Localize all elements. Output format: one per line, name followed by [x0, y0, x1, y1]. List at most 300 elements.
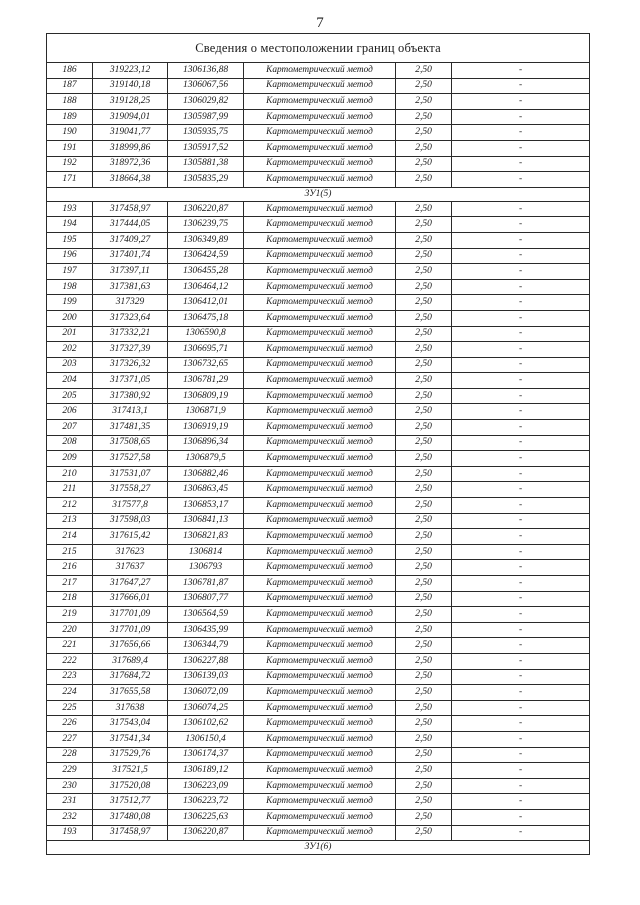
note-cell: - — [452, 794, 590, 810]
method-cell: Картометрический метод — [244, 279, 396, 295]
coord-x-cell: 317666,01 — [93, 591, 168, 607]
table-row — [47, 279, 590, 295]
note-cell: - — [452, 326, 590, 342]
accuracy-cell: 2,50 — [396, 763, 452, 779]
accuracy-cell: 2,50 — [396, 576, 452, 592]
note-cell: - — [452, 809, 590, 825]
point-number-cell: 207 — [47, 420, 93, 436]
coord-x-cell: 317409,27 — [93, 232, 168, 248]
note-cell: - — [452, 513, 590, 529]
coord-y-cell: 1306919,19 — [168, 420, 244, 436]
coord-y-cell: 1305835,29 — [168, 172, 244, 188]
method-cell: Картометрический метод — [244, 94, 396, 110]
table-row — [47, 310, 590, 326]
coord-x-cell: 317701,09 — [93, 622, 168, 638]
method-cell: Картометрический метод — [244, 404, 396, 420]
accuracy-cell: 2,50 — [396, 63, 452, 79]
point-number-cell: 188 — [47, 94, 93, 110]
method-cell: Картометрический метод — [244, 653, 396, 669]
method-cell: Картометрический метод — [244, 778, 396, 794]
coord-y-cell: 1306223,72 — [168, 794, 244, 810]
point-number-cell: 215 — [47, 544, 93, 560]
table-row — [47, 248, 590, 264]
table-row — [47, 747, 590, 763]
coord-y-cell: 1306220,87 — [168, 825, 244, 841]
note-cell: - — [452, 638, 590, 654]
coord-y-cell: 1306781,29 — [168, 373, 244, 389]
method-cell: Картометрический метод — [244, 794, 396, 810]
accuracy-cell: 2,50 — [396, 498, 452, 514]
table-row — [47, 576, 590, 592]
accuracy-cell: 2,50 — [396, 435, 452, 451]
coord-y-cell: 1306239,75 — [168, 217, 244, 233]
accuracy-cell: 2,50 — [396, 731, 452, 747]
note-cell: - — [452, 685, 590, 701]
accuracy-cell: 2,50 — [396, 172, 452, 188]
coord-x-cell: 317458,97 — [93, 825, 168, 841]
coord-x-cell: 317323,64 — [93, 310, 168, 326]
method-cell: Картометрический метод — [244, 420, 396, 436]
point-number-cell: 201 — [47, 326, 93, 342]
accuracy-cell: 2,50 — [396, 825, 452, 841]
note-cell: - — [452, 482, 590, 498]
coord-y-cell: 1306853,17 — [168, 498, 244, 514]
accuracy-cell: 2,50 — [396, 94, 452, 110]
accuracy-cell: 2,50 — [396, 248, 452, 264]
accuracy-cell: 2,50 — [396, 451, 452, 467]
note-cell: - — [452, 357, 590, 373]
point-number-cell: 200 — [47, 310, 93, 326]
accuracy-cell: 2,50 — [396, 591, 452, 607]
point-number-cell: 228 — [47, 747, 93, 763]
table-row — [47, 763, 590, 779]
coord-x-cell: 317655,58 — [93, 685, 168, 701]
section-row — [47, 187, 590, 201]
point-number-cell: 218 — [47, 591, 93, 607]
note-cell: - — [452, 201, 590, 217]
table-row — [47, 529, 590, 545]
coord-x-cell: 317458,97 — [93, 201, 168, 217]
method-cell: Картометрический метод — [244, 825, 396, 841]
point-number-cell: 214 — [47, 529, 93, 545]
point-number-cell: 197 — [47, 264, 93, 280]
section-label: ЗУ1(6) — [47, 841, 590, 855]
method-cell: Картометрический метод — [244, 156, 396, 172]
point-number-cell: 190 — [47, 125, 93, 141]
note-cell: - — [452, 653, 590, 669]
accuracy-cell: 2,50 — [396, 140, 452, 156]
coord-x-cell: 317329 — [93, 295, 168, 311]
coord-y-cell: 1306067,56 — [168, 78, 244, 94]
accuracy-cell: 2,50 — [396, 560, 452, 576]
accuracy-cell: 2,50 — [396, 716, 452, 732]
table-heading-row — [47, 34, 590, 63]
point-number-cell: 191 — [47, 140, 93, 156]
method-cell: Картометрический метод — [244, 607, 396, 623]
table-row — [47, 125, 590, 141]
table-row — [47, 63, 590, 79]
note-cell: - — [452, 716, 590, 732]
method-cell: Картометрический метод — [244, 172, 396, 188]
point-number-cell: 226 — [47, 716, 93, 732]
point-number-cell: 204 — [47, 373, 93, 389]
table-row — [47, 435, 590, 451]
coord-y-cell: 1306102,62 — [168, 716, 244, 732]
point-number-cell: 186 — [47, 63, 93, 79]
point-number-cell: 225 — [47, 700, 93, 716]
coord-x-cell: 317371,05 — [93, 373, 168, 389]
note-cell: - — [452, 232, 590, 248]
coord-x-cell: 319128,25 — [93, 94, 168, 110]
accuracy-cell: 2,50 — [396, 466, 452, 482]
point-number-cell: 189 — [47, 109, 93, 125]
table-row — [47, 295, 590, 311]
point-number-cell: 205 — [47, 388, 93, 404]
accuracy-cell: 2,50 — [396, 700, 452, 716]
accuracy-cell: 2,50 — [396, 653, 452, 669]
accuracy-cell: 2,50 — [396, 232, 452, 248]
method-cell: Картометрический метод — [244, 498, 396, 514]
point-number-cell: 213 — [47, 513, 93, 529]
coord-y-cell: 1306189,12 — [168, 763, 244, 779]
coord-y-cell: 1306841,13 — [168, 513, 244, 529]
method-cell: Картометрический метод — [244, 63, 396, 79]
coord-x-cell: 317444,05 — [93, 217, 168, 233]
method-cell: Картометрический метод — [244, 576, 396, 592]
accuracy-cell: 2,50 — [396, 482, 452, 498]
note-cell: - — [452, 451, 590, 467]
coord-y-cell: 1306223,09 — [168, 778, 244, 794]
coord-x-cell: 318972,36 — [93, 156, 168, 172]
note-cell: - — [452, 140, 590, 156]
accuracy-cell: 2,50 — [396, 747, 452, 763]
table-row — [47, 342, 590, 358]
coord-y-cell: 1305987,99 — [168, 109, 244, 125]
coord-y-cell: 1306455,28 — [168, 264, 244, 280]
coord-x-cell: 317701,09 — [93, 607, 168, 623]
coord-y-cell: 1306807,77 — [168, 591, 244, 607]
coord-y-cell: 1306349,89 — [168, 232, 244, 248]
method-cell: Картометрический метод — [244, 451, 396, 467]
coord-y-cell: 1306821,83 — [168, 529, 244, 545]
coord-y-cell: 1306074,25 — [168, 700, 244, 716]
table-row — [47, 373, 590, 389]
point-number-cell: 232 — [47, 809, 93, 825]
note-cell: - — [452, 94, 590, 110]
accuracy-cell: 2,50 — [396, 264, 452, 280]
point-number-cell: 193 — [47, 201, 93, 217]
note-cell: - — [452, 295, 590, 311]
method-cell: Картометрический метод — [244, 529, 396, 545]
table-row — [47, 731, 590, 747]
table-row — [47, 591, 590, 607]
coord-y-cell: 1306879,5 — [168, 451, 244, 467]
method-cell: Картометрический метод — [244, 373, 396, 389]
method-cell: Картометрический метод — [244, 232, 396, 248]
method-cell: Картометрический метод — [244, 264, 396, 280]
note-cell: - — [452, 622, 590, 638]
coord-y-cell: 1306896,34 — [168, 435, 244, 451]
note-cell: - — [452, 156, 590, 172]
table-row — [47, 560, 590, 576]
point-number-cell: 194 — [47, 217, 93, 233]
coord-x-cell: 317543,04 — [93, 716, 168, 732]
accuracy-cell: 2,50 — [396, 342, 452, 358]
point-number-cell: 212 — [47, 498, 93, 514]
coord-y-cell: 1306225,63 — [168, 809, 244, 825]
table-row — [47, 716, 590, 732]
method-cell: Картометрический метод — [244, 78, 396, 94]
coord-x-cell: 317637 — [93, 560, 168, 576]
note-cell: - — [452, 544, 590, 560]
table-row — [47, 685, 590, 701]
point-number-cell: 231 — [47, 794, 93, 810]
coord-x-cell: 317531,07 — [93, 466, 168, 482]
note-cell: - — [452, 607, 590, 623]
accuracy-cell: 2,50 — [396, 622, 452, 638]
accuracy-cell: 2,50 — [396, 279, 452, 295]
table-row — [47, 669, 590, 685]
method-cell: Картометрический метод — [244, 109, 396, 125]
coord-y-cell: 1306424,59 — [168, 248, 244, 264]
coord-y-cell: 1306564,59 — [168, 607, 244, 623]
accuracy-cell: 2,50 — [396, 373, 452, 389]
point-number-cell: 224 — [47, 685, 93, 701]
accuracy-cell: 2,50 — [396, 544, 452, 560]
point-number-cell: 198 — [47, 279, 93, 295]
coord-x-cell: 317481,35 — [93, 420, 168, 436]
coord-x-cell: 317577,8 — [93, 498, 168, 514]
table-row — [47, 482, 590, 498]
point-number-cell: 196 — [47, 248, 93, 264]
point-number-cell: 202 — [47, 342, 93, 358]
note-cell: - — [452, 731, 590, 747]
coord-y-cell: 1306344,79 — [168, 638, 244, 654]
method-cell: Картометрический метод — [244, 342, 396, 358]
method-cell: Картометрический метод — [244, 248, 396, 264]
table-row — [47, 404, 590, 420]
method-cell: Картометрический метод — [244, 747, 396, 763]
coord-y-cell: 1306871,9 — [168, 404, 244, 420]
table-row — [47, 388, 590, 404]
coord-x-cell: 317381,63 — [93, 279, 168, 295]
note-cell: - — [452, 700, 590, 716]
note-cell: - — [452, 763, 590, 779]
method-cell: Картометрический метод — [244, 700, 396, 716]
point-number-cell: 208 — [47, 435, 93, 451]
coord-x-cell: 317647,27 — [93, 576, 168, 592]
note-cell: - — [452, 576, 590, 592]
section-row — [47, 841, 590, 855]
table-row — [47, 544, 590, 560]
point-number-cell: 206 — [47, 404, 93, 420]
coord-x-cell: 317527,58 — [93, 451, 168, 467]
accuracy-cell: 2,50 — [396, 638, 452, 654]
point-number-cell: 220 — [47, 622, 93, 638]
table-row — [47, 607, 590, 623]
coord-x-cell: 317508,65 — [93, 435, 168, 451]
note-cell: - — [452, 778, 590, 794]
accuracy-cell: 2,50 — [396, 156, 452, 172]
table-row — [47, 217, 590, 233]
table-row — [47, 172, 590, 188]
table-row — [47, 653, 590, 669]
note-cell: - — [452, 125, 590, 141]
method-cell: Картометрический метод — [244, 731, 396, 747]
table-row — [47, 94, 590, 110]
point-number-cell: 221 — [47, 638, 93, 654]
accuracy-cell: 2,50 — [396, 809, 452, 825]
coord-x-cell: 317529,76 — [93, 747, 168, 763]
coord-y-cell: 1306435,99 — [168, 622, 244, 638]
point-number-cell: 230 — [47, 778, 93, 794]
method-cell: Картометрический метод — [244, 125, 396, 141]
coord-x-cell: 317512,77 — [93, 794, 168, 810]
table-row — [47, 498, 590, 514]
coord-x-cell: 319223,12 — [93, 63, 168, 79]
point-number-cell: 216 — [47, 560, 93, 576]
coord-x-cell: 317541,34 — [93, 731, 168, 747]
note-cell: - — [452, 373, 590, 389]
coord-y-cell: 1305917,52 — [168, 140, 244, 156]
method-cell: Картометрический метод — [244, 482, 396, 498]
coord-x-cell: 317326,32 — [93, 357, 168, 373]
note-cell: - — [452, 109, 590, 125]
point-number-cell: 192 — [47, 156, 93, 172]
coord-y-cell: 1306863,45 — [168, 482, 244, 498]
coord-x-cell: 317520,08 — [93, 778, 168, 794]
accuracy-cell: 2,50 — [396, 513, 452, 529]
table-row — [47, 109, 590, 125]
point-number-cell: 229 — [47, 763, 93, 779]
coord-x-cell: 317558,27 — [93, 482, 168, 498]
method-cell: Картометрический метод — [244, 435, 396, 451]
coord-y-cell: 1306412,01 — [168, 295, 244, 311]
table-row — [47, 451, 590, 467]
method-cell: Картометрический метод — [244, 388, 396, 404]
table-row — [47, 622, 590, 638]
accuracy-cell: 2,50 — [396, 607, 452, 623]
coord-x-cell: 317327,39 — [93, 342, 168, 358]
table-title: Сведения о местоположении границ объекта — [47, 34, 590, 63]
coord-y-cell: 1306882,46 — [168, 466, 244, 482]
coord-y-cell: 1306227,88 — [168, 653, 244, 669]
note-cell: - — [452, 217, 590, 233]
method-cell: Картометрический метод — [244, 217, 396, 233]
coord-x-cell: 317638 — [93, 700, 168, 716]
table-row — [47, 420, 590, 436]
section-label: ЗУ1(5) — [47, 187, 590, 201]
coord-y-cell: 1306475,18 — [168, 310, 244, 326]
coord-x-cell: 319094,01 — [93, 109, 168, 125]
note-cell: - — [452, 342, 590, 358]
accuracy-cell: 2,50 — [396, 109, 452, 125]
method-cell: Картометрический метод — [244, 326, 396, 342]
coord-x-cell: 318664,38 — [93, 172, 168, 188]
table-row — [47, 232, 590, 248]
coord-x-cell: 317684,72 — [93, 669, 168, 685]
point-number-cell: 222 — [47, 653, 93, 669]
note-cell: - — [452, 279, 590, 295]
note-cell: - — [452, 498, 590, 514]
coord-y-cell: 1306809,19 — [168, 388, 244, 404]
method-cell: Картометрический метод — [244, 669, 396, 685]
note-cell: - — [452, 669, 590, 685]
coord-x-cell: 317480,08 — [93, 809, 168, 825]
note-cell: - — [452, 560, 590, 576]
coord-x-cell: 317521,5 — [93, 763, 168, 779]
method-cell: Картометрический метод — [244, 622, 396, 638]
coord-x-cell: 319041,77 — [93, 125, 168, 141]
point-number-cell: 209 — [47, 451, 93, 467]
note-cell: - — [452, 591, 590, 607]
method-cell: Картометрический метод — [244, 295, 396, 311]
method-cell: Картометрический метод — [244, 201, 396, 217]
table-row — [47, 513, 590, 529]
coord-y-cell: 1306072,09 — [168, 685, 244, 701]
coord-y-cell: 1306590,8 — [168, 326, 244, 342]
note-cell: - — [452, 420, 590, 436]
accuracy-cell: 2,50 — [396, 420, 452, 436]
coord-y-cell: 1306220,87 — [168, 201, 244, 217]
table-row — [47, 825, 590, 841]
coord-x-cell: 317401,74 — [93, 248, 168, 264]
point-number-cell: 203 — [47, 357, 93, 373]
point-number-cell: 217 — [47, 576, 93, 592]
note-cell: - — [452, 172, 590, 188]
note-cell: - — [452, 248, 590, 264]
accuracy-cell: 2,50 — [396, 794, 452, 810]
table-row — [47, 357, 590, 373]
boundary-table — [46, 33, 590, 855]
point-number-cell: 195 — [47, 232, 93, 248]
coord-x-cell: 317598,03 — [93, 513, 168, 529]
coord-x-cell: 317413,1 — [93, 404, 168, 420]
coord-x-cell: 317332,21 — [93, 326, 168, 342]
method-cell: Картометрический метод — [244, 591, 396, 607]
note-cell: - — [452, 310, 590, 326]
note-cell: - — [452, 78, 590, 94]
accuracy-cell: 2,50 — [396, 404, 452, 420]
accuracy-cell: 2,50 — [396, 310, 452, 326]
page-number: 7 — [316, 15, 324, 31]
coord-x-cell: 317615,42 — [93, 529, 168, 545]
point-number-cell: 187 — [47, 78, 93, 94]
table-row — [47, 264, 590, 280]
point-number-cell: 211 — [47, 482, 93, 498]
accuracy-cell: 2,50 — [396, 217, 452, 233]
accuracy-cell: 2,50 — [396, 685, 452, 701]
coord-y-cell: 1306814 — [168, 544, 244, 560]
table-row — [47, 638, 590, 654]
coord-x-cell: 319140,18 — [93, 78, 168, 94]
method-cell: Картометрический метод — [244, 716, 396, 732]
coord-x-cell: 317623 — [93, 544, 168, 560]
point-number-cell: 171 — [47, 172, 93, 188]
coord-x-cell: 318999,86 — [93, 140, 168, 156]
coord-y-cell: 1305935,75 — [168, 125, 244, 141]
note-cell: - — [452, 388, 590, 404]
accuracy-cell: 2,50 — [396, 326, 452, 342]
method-cell: Картометрический метод — [244, 140, 396, 156]
table-row — [47, 78, 590, 94]
table-row — [47, 700, 590, 716]
accuracy-cell: 2,50 — [396, 125, 452, 141]
coord-y-cell: 1306150,4 — [168, 731, 244, 747]
method-cell: Картометрический метод — [244, 685, 396, 701]
coord-x-cell: 317380,92 — [93, 388, 168, 404]
method-cell: Картометрический метод — [244, 638, 396, 654]
